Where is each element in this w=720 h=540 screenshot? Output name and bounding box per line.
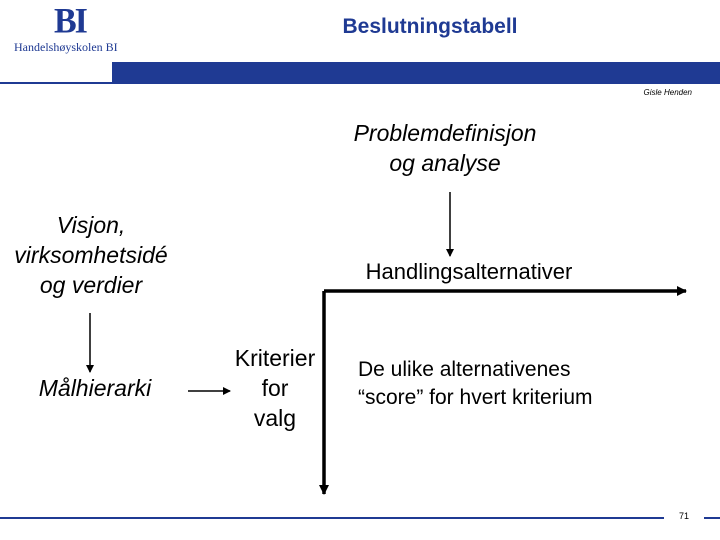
slide-title: Beslutningstabell [342, 15, 518, 38]
node-kriterier-line-3: valg [253, 405, 297, 431]
node-visjon-line-3: og verdier [39, 272, 143, 298]
node-score-line-1: De ulike alternativenes [358, 358, 571, 381]
node-malhierarki: Målhierarki [38, 375, 152, 401]
node-visjon-line-2: virksomhetsidé [14, 242, 168, 268]
author-label: Gisle Henden [643, 88, 692, 97]
node-kriterier-line-1: Kriterier [234, 345, 316, 371]
node-handlingsalternativer: Handlingsalternativer [365, 259, 573, 284]
logo-name: Handelshøyskolen BI [14, 40, 118, 54]
footer-line [0, 517, 720, 519]
page-number: 71 [664, 509, 704, 523]
node-visjon-line-1: Visjon, [56, 212, 126, 238]
node-problem-line-1: Problemdefinisjon [353, 120, 537, 146]
node-score [358, 356, 648, 412]
logo-mark: BI [54, 2, 86, 41]
node-score-line-2: “score” for hvert kriterium [358, 386, 593, 409]
node-kriterier-line-2: for [261, 375, 289, 401]
node-problem-line-2: og analyse [389, 150, 501, 176]
node-kriterier [222, 343, 328, 433]
node-visjon [0, 210, 182, 300]
node-problemdefinisjon [320, 118, 570, 178]
